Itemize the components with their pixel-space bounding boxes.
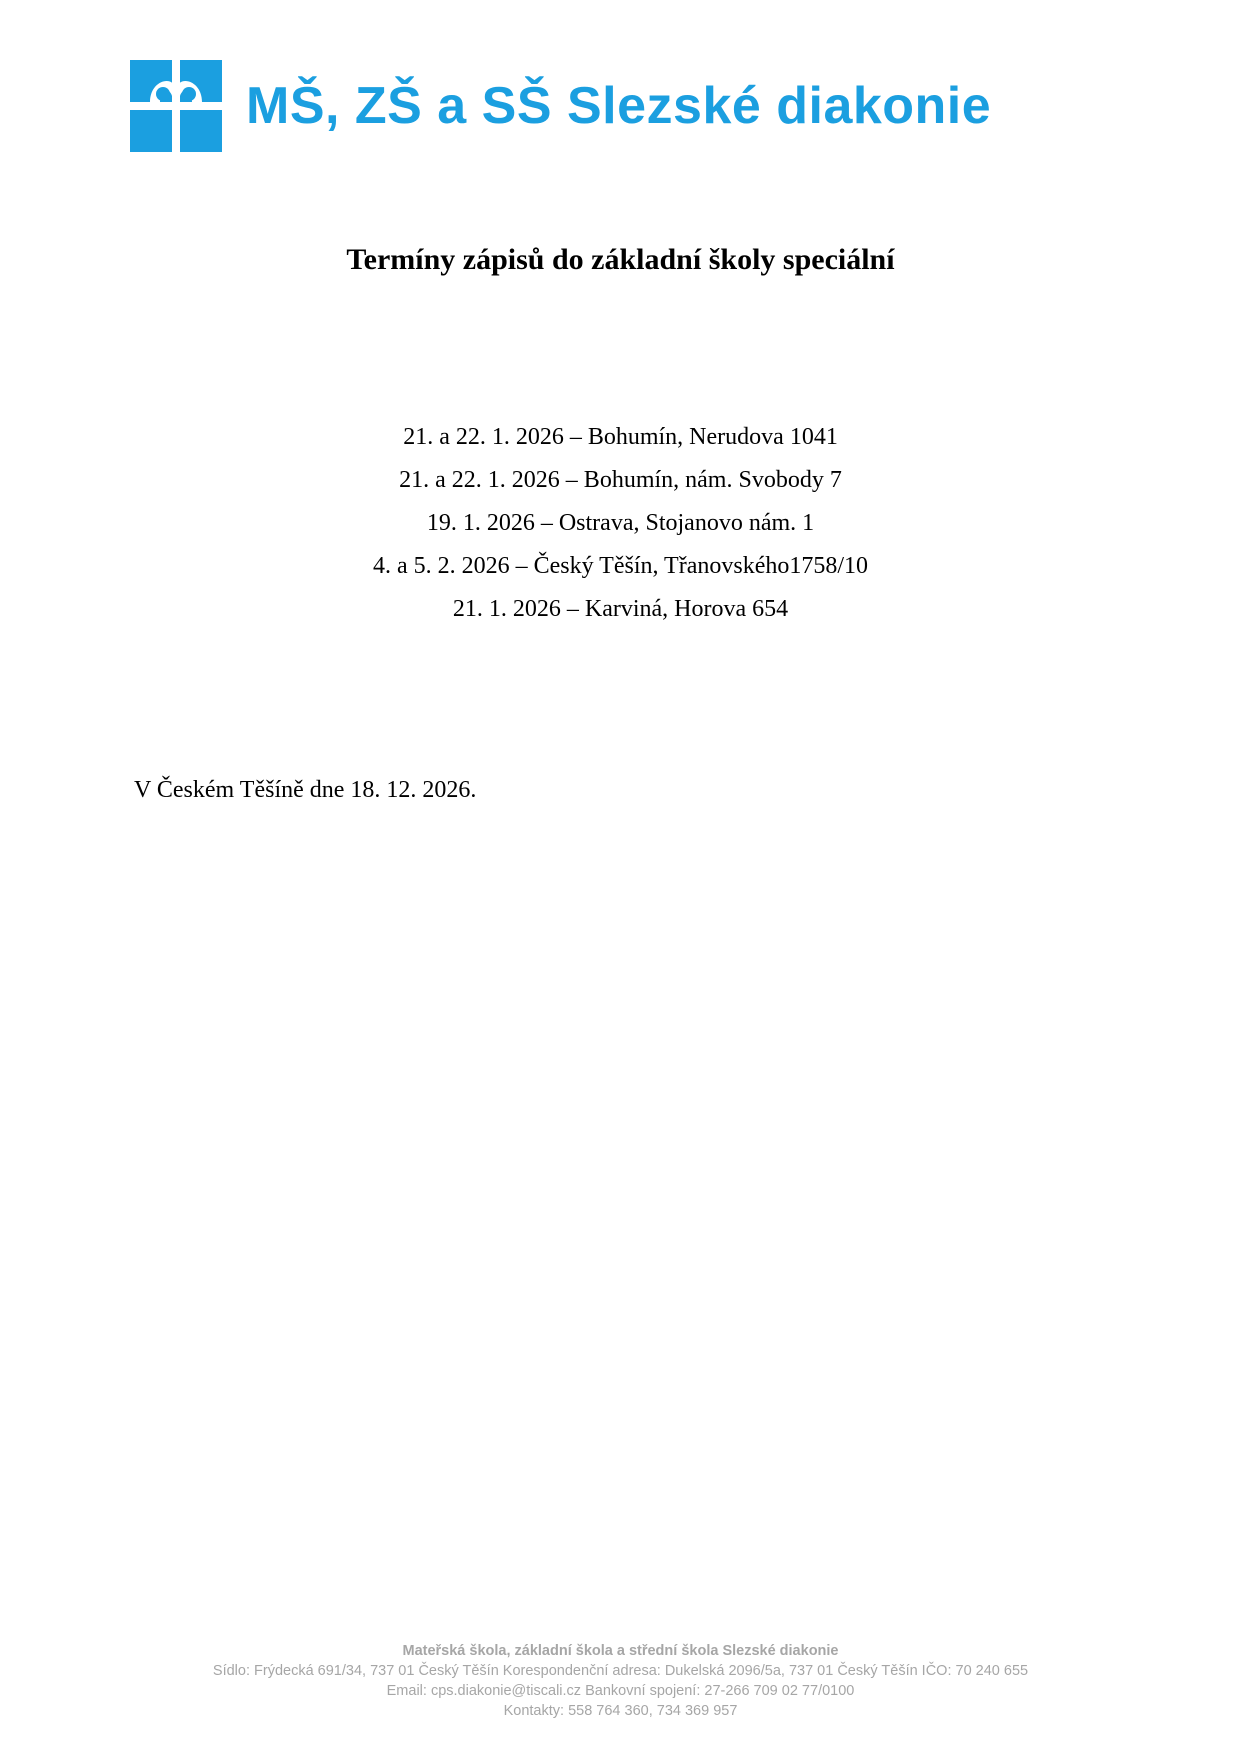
- list-item: 21. 1. 2026 – Karviná, Horova 654: [452, 596, 789, 622]
- footer-email-bank: Email: cps.diakonie@tiscali.cz Bankovní spojení: 27-266 709 02 77/0100: [386, 1683, 855, 1699]
- place-date-signoff: V Českém Těšíně dne 18. 12. 2026.: [134, 777, 477, 803]
- enrollment-dates-list: [0, 416, 1241, 631]
- page-title: Termíny zápisů do základní školy speciální: [346, 243, 895, 276]
- list-item: 21. a 22. 1. 2026 – Bohumín, Nerudova 1041: [403, 424, 838, 450]
- list-item: 4. a 5. 2. 2026 – Český Těšín, Třanovského1758/10: [372, 553, 869, 579]
- footer-institution-name: Mateřská škola, základní škola a střední škola Slezské diakonie: [402, 1643, 839, 1659]
- list-item: 19. 1. 2026 – Ostrava, Stojanovo nám. 1: [426, 510, 815, 536]
- footer-address: Sídlo: Frýdecká 691/34, 737 01 Český Těšín Korespondenční adresa: Dukelská 2096/5a, 737 01 Český Těšín IČO: 70 240 655: [212, 1663, 1029, 1679]
- list-item: 21. a 22. 1. 2026 – Bohumín, nám. Svobody 7: [399, 467, 842, 493]
- footer-contacts: Kontakty: 558 764 360, 734 369 957: [503, 1703, 738, 1719]
- diakonie-logo-icon: [130, 60, 222, 152]
- logo-text: MŠ, ZŠ a SŠ Slezské diakonie: [246, 77, 992, 135]
- page-footer: [0, 1641, 1241, 1721]
- letterhead: [130, 60, 991, 152]
